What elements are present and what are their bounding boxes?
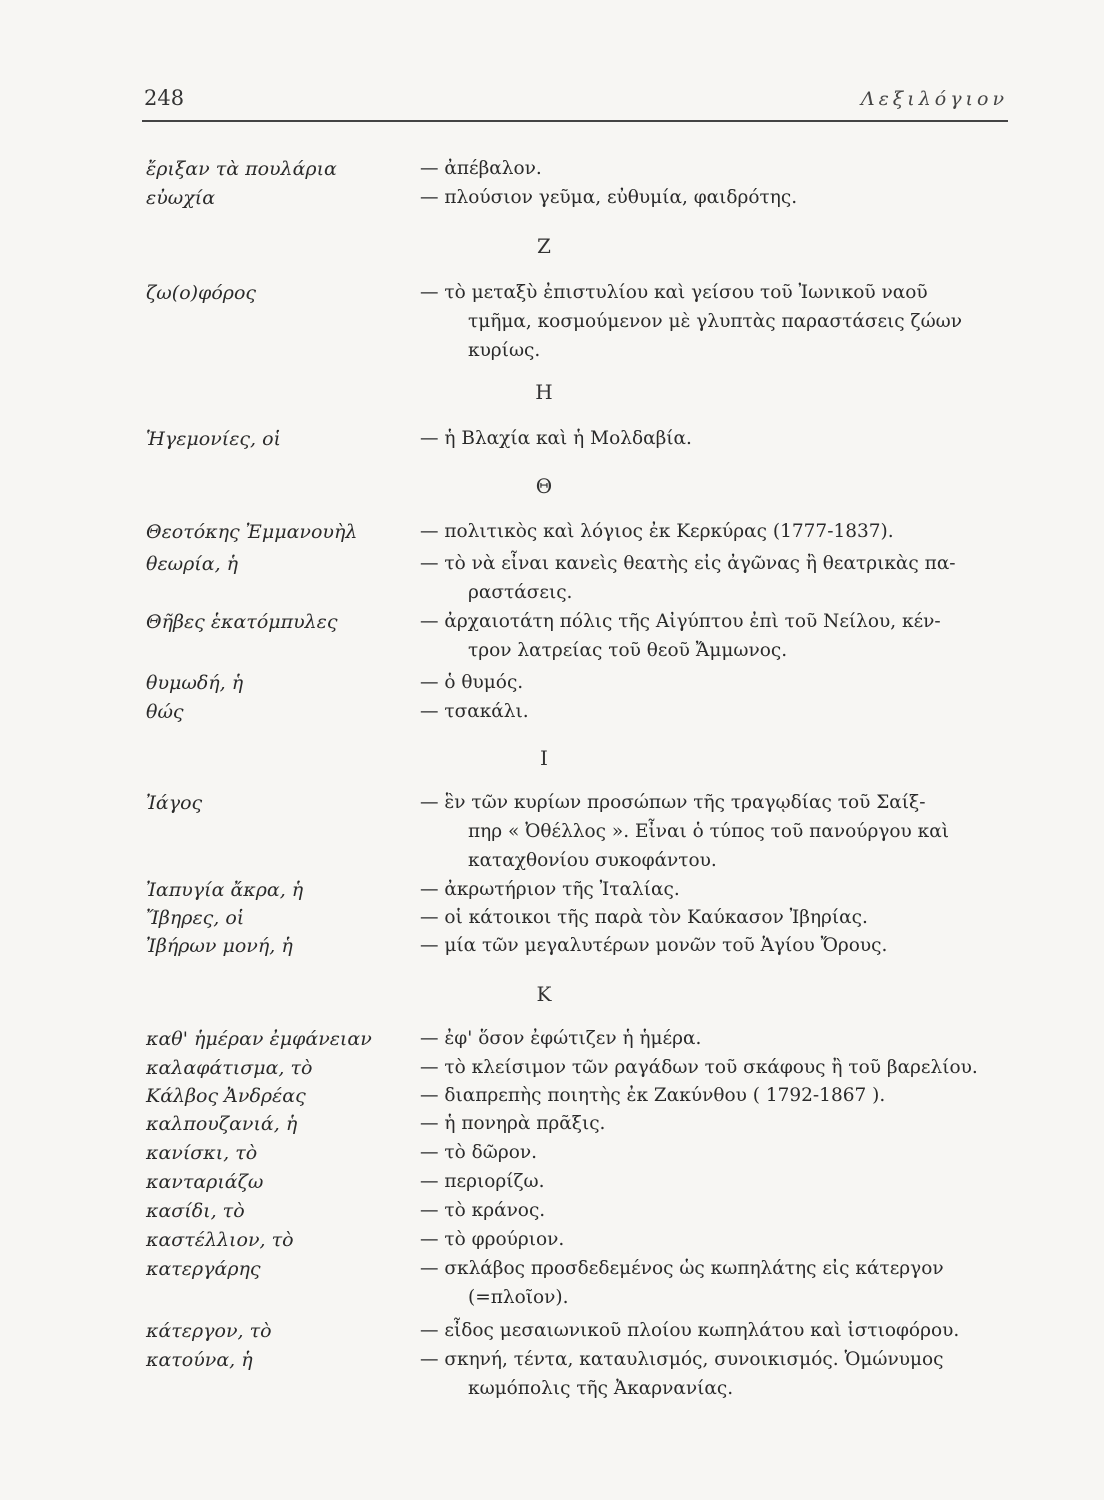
entry-term: Ἰαπυγία ἄκρα, ἡ: [146, 879, 304, 901]
entry-term: κατεργάρης: [146, 1258, 261, 1280]
entry-term: θυμωδή, ἡ: [146, 672, 244, 694]
entry-continuation: τμῆμα, κοσμούμενον μὲ γλυπτὰς παραστάσεις ζώων: [468, 311, 962, 332]
section-letter: Κ: [536, 982, 552, 1006]
entry-term: Θῆβες ἑκατόμπυλες: [146, 611, 338, 633]
entry-definition: — τὸ φρούριον.: [420, 1229, 565, 1250]
glossary-entry: [0, 1171, 1104, 1201]
entry-definition: — ἀκρωτήριον τῆς Ἰταλίας.: [420, 879, 680, 900]
glossary-entry: [0, 521, 1104, 551]
entry-term: ζω(ο)φόρος: [146, 282, 257, 304]
entry-continuation: κωμόπολις τῆς Ἀκαρνανίας.: [468, 1378, 734, 1399]
entry-definition: — τὸ νὰ εἶναι κανεὶς θεατὴς εἰς ἀγῶνας ἢ θεατρικὰς πα-: [420, 553, 956, 574]
page-number: 248: [144, 86, 185, 110]
entry-term: καλαφάτισμα, τὸ: [146, 1057, 313, 1079]
entry-continuation: καταχθονίου συκοφάντου.: [468, 850, 717, 871]
glossary-entry: [0, 1057, 1104, 1087]
glossary-entry: [0, 187, 1104, 217]
entry-definition: — τὸ κράνος.: [420, 1200, 546, 1221]
entry-term: κανταριάζω: [146, 1171, 264, 1193]
entry-term: εὐωχία: [146, 187, 216, 209]
entry-definition: — τσακάλι.: [420, 701, 529, 722]
entry-definition: — τὸ δῶρον.: [420, 1142, 537, 1163]
glossary-entry: [0, 282, 1104, 312]
entry-term: καστέλλιον, τὸ: [146, 1229, 294, 1251]
glossary-entry: [0, 1258, 1104, 1288]
entry-term: κάτεργον, τὸ: [146, 1320, 272, 1342]
glossary-entry: [0, 792, 1104, 822]
entry-definition: — ὁ θυμός.: [420, 672, 524, 693]
glossary-entry: [0, 428, 1104, 458]
entry-definition: — ἓν τῶν κυρίων προσώπων τῆς τραγῳδίας τοῦ Σαίξ-: [420, 792, 926, 813]
entry-definition: — εἶδος μεσαιωνικοῦ πλοίου κωπηλάτου καὶ ἱστιοφόρου.: [420, 1320, 960, 1341]
entry-term: κανίσκι, τὸ: [146, 1142, 258, 1164]
entry-definition: — οἱ κάτοικοι τῆς παρὰ τὸν Καύκασον Ἰβηρίας.: [420, 907, 868, 928]
entry-continuation: (=πλοῖον).: [468, 1287, 569, 1308]
entry-continuation: τρον λατρείας τοῦ θεοῦ Ἄμμωνος.: [468, 640, 788, 661]
entry-term: Θεοτόκης Ἐμμανουὴλ: [146, 521, 358, 543]
entry-definition: — ἀρχαιοτάτη πόλις τῆς Αἰγύπτου ἐπὶ τοῦ Νείλου, κέν-: [420, 611, 941, 632]
entry-definition: — ἡ Βλαχία καὶ ἡ Μολδαβία.: [420, 428, 692, 449]
glossary-entry: [0, 1320, 1104, 1350]
section-letter: Ζ: [537, 234, 551, 258]
entry-definition: — περιορίζω.: [420, 1171, 545, 1192]
entry-definition: — ἡ πονηρὰ πρᾶξις.: [420, 1113, 606, 1134]
entry-term: καθ' ἡμέραν ἐμφάνειαν: [146, 1028, 372, 1050]
entry-term: Ἴβηρες, οἱ: [146, 907, 245, 929]
header-rule: [142, 120, 1008, 122]
entry-term: ἔριξαν τὰ πουλάρια: [146, 158, 337, 180]
glossary-entry: [0, 1113, 1104, 1143]
entry-term: Ἰάγος: [146, 792, 203, 814]
entry-term: θεωρία, ἡ: [146, 553, 239, 575]
glossary-entry: [0, 879, 1104, 909]
entry-term: Κάλβος Ἀνδρέας: [146, 1085, 306, 1107]
entry-definition: — ἀπέβαλον.: [420, 158, 542, 179]
entry-definition: — τὸ κλείσιμον τῶν ραγάδων τοῦ σκάφους ἢ τοῦ βαρελίου.: [420, 1057, 978, 1078]
glossary-entry: [0, 1349, 1104, 1379]
entry-definition: — τὸ μεταξὺ ἐπιστυλίου καὶ γείσου τοῦ Ἰωνικοῦ ναοῦ: [420, 282, 928, 303]
entry-term: Ἡγεμονίες, οἱ: [146, 428, 281, 450]
glossary-entry: [0, 611, 1104, 641]
glossary-entry: [0, 1200, 1104, 1230]
glossary-entry: [0, 701, 1104, 731]
entry-term: θώς: [146, 701, 184, 723]
glossary-entry: [0, 1085, 1104, 1115]
glossary-entry: [0, 1142, 1104, 1172]
entry-definition: — πολιτικὸς καὶ λόγιος ἐκ Κερκύρας (1777-1837).: [420, 521, 894, 542]
entry-definition: — πλούσιον γεῦμα, εὐθυμία, φαιδρότης.: [420, 187, 798, 208]
entry-term: καλπουζανιά, ἡ: [146, 1113, 298, 1135]
running-head: Λεξιλόγιον: [860, 88, 1008, 110]
glossary-entry: [0, 1028, 1104, 1058]
entry-definition: — μία τῶν μεγαλυτέρων μονῶν τοῦ Ἁγίου Ὄρους.: [420, 935, 888, 956]
section-letter: Ι: [540, 746, 548, 770]
entry-term: κασίδι, τὸ: [146, 1200, 245, 1222]
entry-term: κατούνα, ἡ: [146, 1349, 253, 1371]
entry-continuation: ραστάσεις.: [468, 582, 573, 603]
glossary-entry: [0, 553, 1104, 583]
entry-definition: — διαπρεπὴς ποιητὴς ἐκ Ζακύνθου ( 1792-1867 ).: [420, 1085, 886, 1106]
glossary-entry: [0, 935, 1104, 965]
section-letter: Η: [535, 380, 553, 404]
glossary-entry: [0, 672, 1104, 702]
glossary-entry: [0, 907, 1104, 937]
glossary-entry: [0, 158, 1104, 188]
section-letter: Θ: [535, 474, 553, 498]
glossary-entry: [0, 1229, 1104, 1259]
entry-continuation: πηρ « Ὀθέλλος ». Εἶναι ὁ τύπος τοῦ πανούργου καὶ: [468, 821, 949, 842]
entry-definition: — σκηνή, τέντα, καταυλισμός, συνοικισμός. Ὁμώνυμος: [420, 1349, 944, 1370]
entry-definition: — ἐφ' ὅσον ἐφώτιζεν ἡ ἡμέρα.: [420, 1028, 702, 1049]
entry-term: Ἰβήρων μονή, ἡ: [146, 935, 293, 957]
entry-continuation: κυρίως.: [468, 340, 541, 361]
entry-definition: — σκλάβος προσδεδεμένος ὡς κωπηλάτης εἰς κάτεργον: [420, 1258, 944, 1279]
